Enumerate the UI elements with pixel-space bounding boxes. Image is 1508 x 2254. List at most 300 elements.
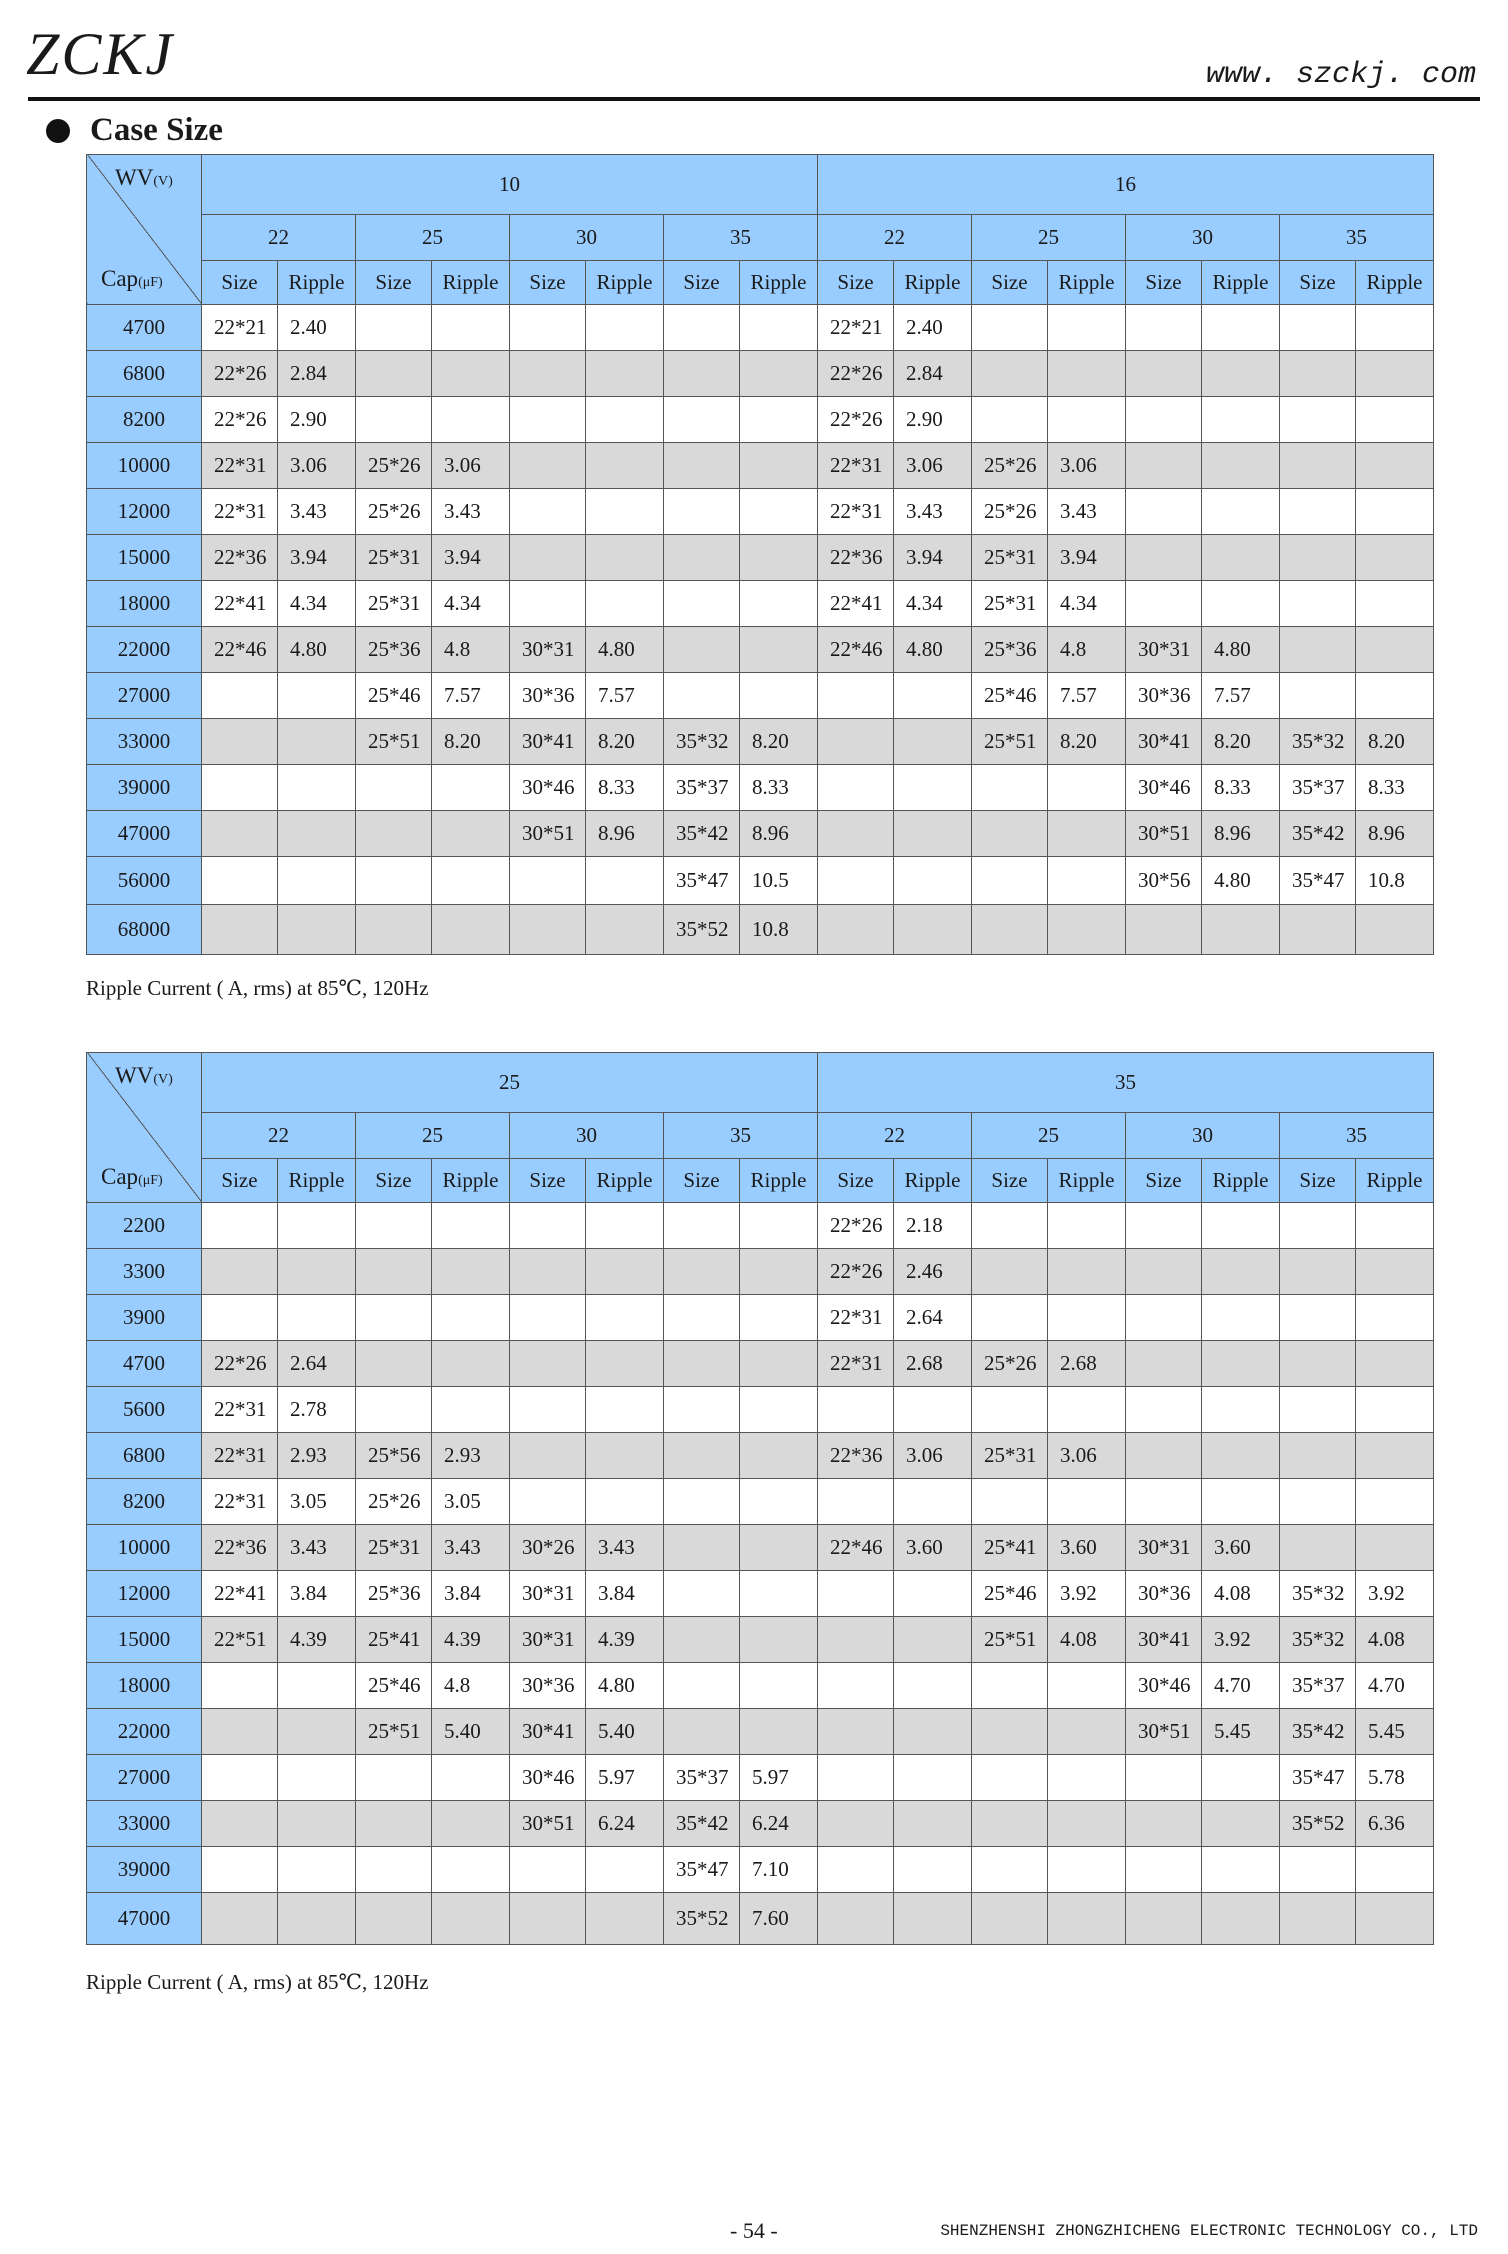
ripple-cell bbox=[740, 1387, 818, 1433]
size-cell bbox=[664, 581, 740, 627]
ripple-cell bbox=[1048, 811, 1126, 857]
ripple-cell bbox=[1202, 1341, 1280, 1387]
ripple-cell bbox=[740, 489, 818, 535]
ripple-header: Ripple bbox=[894, 261, 972, 305]
ripple-header: Ripple bbox=[740, 1159, 818, 1203]
capacitance-cell: 15000 bbox=[87, 1617, 202, 1663]
size-cell bbox=[818, 1479, 894, 1525]
ripple-cell bbox=[278, 1663, 356, 1709]
size-cell bbox=[202, 1847, 278, 1893]
size-cell bbox=[972, 1755, 1048, 1801]
size-cell: 22*31 bbox=[818, 1341, 894, 1387]
ripple-cell: 4.34 bbox=[432, 581, 510, 627]
size-cell bbox=[202, 1709, 278, 1755]
ripple-cell bbox=[1048, 1387, 1126, 1433]
table-row bbox=[87, 765, 1434, 811]
ripple-header: Ripple bbox=[1202, 261, 1280, 305]
table-row bbox=[87, 905, 1434, 955]
ripple-cell: 2.40 bbox=[278, 305, 356, 351]
ripple-cell: 3.43 bbox=[278, 1525, 356, 1571]
size-cell: 30*41 bbox=[510, 1709, 586, 1755]
capacitance-cell: 15000 bbox=[87, 535, 202, 581]
ripple-cell bbox=[278, 857, 356, 905]
brand-logo: ZCKJ bbox=[26, 21, 175, 87]
table-row bbox=[87, 581, 1434, 627]
size-cell bbox=[356, 811, 432, 857]
ripple-cell bbox=[894, 905, 972, 955]
ripple-cell: 3.84 bbox=[278, 1571, 356, 1617]
table-row bbox=[87, 351, 1434, 397]
ripple-cell: 3.43 bbox=[1048, 489, 1126, 535]
size-cell: 22*31 bbox=[202, 1433, 278, 1479]
size-cell bbox=[356, 1893, 432, 1945]
capacitance-cell: 6800 bbox=[87, 1433, 202, 1479]
page-number: - 54 - bbox=[730, 2218, 778, 2243]
capacitance-cell: 2200 bbox=[87, 1203, 202, 1249]
size-cell: 25*26 bbox=[356, 489, 432, 535]
size-cell: 35*37 bbox=[664, 1755, 740, 1801]
size-cell: 30*51 bbox=[1126, 811, 1202, 857]
size-cell bbox=[1126, 535, 1202, 581]
size-cell: 25*41 bbox=[356, 1617, 432, 1663]
size-cell: 30*31 bbox=[1126, 1525, 1202, 1571]
ripple-cell: 5.45 bbox=[1202, 1709, 1280, 1755]
size-cell: 22*21 bbox=[818, 305, 894, 351]
ripple-cell bbox=[1356, 351, 1434, 397]
size-cell bbox=[664, 1617, 740, 1663]
ripple-cell bbox=[1202, 1433, 1280, 1479]
size-cell: 25*31 bbox=[972, 535, 1048, 581]
size-cell: 25*31 bbox=[972, 581, 1048, 627]
ripple-cell: 2.93 bbox=[432, 1433, 510, 1479]
ripple-cell bbox=[740, 1341, 818, 1387]
size-cell bbox=[1280, 351, 1356, 397]
ripple-cell: 3.05 bbox=[432, 1479, 510, 1525]
ripple-header: Ripple bbox=[1202, 1159, 1280, 1203]
ripple-header: Ripple bbox=[432, 261, 510, 305]
ripple-cell bbox=[740, 1571, 818, 1617]
ripple-cell: 2.78 bbox=[278, 1387, 356, 1433]
table-row bbox=[87, 1525, 1434, 1571]
table-row bbox=[87, 1709, 1434, 1755]
size-cell: 25*26 bbox=[972, 443, 1048, 489]
ripple-cell bbox=[1048, 1893, 1126, 1945]
size-cell: 35*52 bbox=[664, 905, 740, 955]
ripple-cell: 6.36 bbox=[1356, 1801, 1434, 1847]
case-size-table bbox=[86, 154, 1434, 955]
capacitance-cell: 27000 bbox=[87, 1755, 202, 1801]
size-cell: 22*26 bbox=[818, 1203, 894, 1249]
ripple-cell bbox=[586, 1295, 664, 1341]
size-cell: 25*51 bbox=[356, 1709, 432, 1755]
diameter-header: 35 bbox=[664, 215, 818, 261]
ripple-cell bbox=[432, 1341, 510, 1387]
size-cell: 25*41 bbox=[972, 1525, 1048, 1571]
size-header: Size bbox=[356, 1159, 432, 1203]
ripple-cell bbox=[1202, 351, 1280, 397]
size-cell: 25*26 bbox=[972, 1341, 1048, 1387]
ripple-header: Ripple bbox=[278, 261, 356, 305]
ripple-cell bbox=[1356, 1479, 1434, 1525]
cap-text: Cap bbox=[101, 266, 139, 291]
size-cell: 22*31 bbox=[818, 489, 894, 535]
size-cell bbox=[664, 627, 740, 673]
size-cell bbox=[1126, 489, 1202, 535]
size-cell: 25*36 bbox=[356, 1571, 432, 1617]
diameter-header-row bbox=[87, 1113, 1434, 1159]
size-cell: 35*47 bbox=[1280, 1755, 1356, 1801]
table-row bbox=[87, 1847, 1434, 1893]
ripple-cell: 3.43 bbox=[432, 489, 510, 535]
ripple-header: Ripple bbox=[278, 1159, 356, 1203]
table-row bbox=[87, 489, 1434, 535]
size-cell bbox=[664, 673, 740, 719]
size-cell bbox=[664, 1249, 740, 1295]
ripple-cell bbox=[1356, 1525, 1434, 1571]
ripple-cell bbox=[740, 535, 818, 581]
diameter-header: 35 bbox=[1280, 1113, 1434, 1159]
size-cell bbox=[356, 1341, 432, 1387]
ripple-cell bbox=[586, 857, 664, 905]
ripple-cell: 4.70 bbox=[1356, 1663, 1434, 1709]
ripple-cell: 3.06 bbox=[1048, 443, 1126, 489]
ripple-cell bbox=[432, 1847, 510, 1893]
ripple-cell: 3.84 bbox=[432, 1571, 510, 1617]
size-cell bbox=[664, 535, 740, 581]
ripple-cell bbox=[894, 765, 972, 811]
wv-label bbox=[115, 1063, 173, 1089]
size-cell bbox=[664, 1525, 740, 1571]
capacitance-cell: 18000 bbox=[87, 581, 202, 627]
ripple-cell bbox=[1202, 1847, 1280, 1893]
ripple-cell: 3.84 bbox=[586, 1571, 664, 1617]
size-cell: 30*41 bbox=[1126, 1617, 1202, 1663]
size-cell bbox=[972, 765, 1048, 811]
size-cell bbox=[356, 1387, 432, 1433]
ripple-cell bbox=[278, 1847, 356, 1893]
size-cell: 25*31 bbox=[356, 1525, 432, 1571]
size-cell: 30*31 bbox=[510, 1617, 586, 1663]
size-cell: 22*36 bbox=[818, 535, 894, 581]
size-cell bbox=[1126, 1341, 1202, 1387]
size-cell bbox=[972, 1479, 1048, 1525]
ripple-cell: 4.34 bbox=[278, 581, 356, 627]
table-row bbox=[87, 1203, 1434, 1249]
size-cell bbox=[510, 305, 586, 351]
size-cell bbox=[972, 351, 1048, 397]
diameter-header: 35 bbox=[1280, 215, 1434, 261]
size-cell bbox=[1126, 1755, 1202, 1801]
size-header: Size bbox=[1280, 261, 1356, 305]
section-heading bbox=[46, 112, 223, 149]
wv-label bbox=[115, 165, 173, 191]
ripple-cell bbox=[740, 1249, 818, 1295]
ripple-cell: 3.94 bbox=[1048, 535, 1126, 581]
voltage-header-row bbox=[87, 155, 1434, 215]
size-cell: 30*41 bbox=[1126, 719, 1202, 765]
ripple-cell bbox=[1356, 535, 1434, 581]
ripple-cell bbox=[740, 581, 818, 627]
voltage-header: 35 bbox=[818, 1053, 1434, 1113]
table-row bbox=[87, 1893, 1434, 1945]
size-cell bbox=[664, 1479, 740, 1525]
diameter-header: 30 bbox=[510, 215, 664, 261]
ripple-cell: 4.8 bbox=[432, 627, 510, 673]
ripple-cell bbox=[1356, 489, 1434, 535]
size-header: Size bbox=[1126, 1159, 1202, 1203]
ripple-cell: 8.20 bbox=[1356, 719, 1434, 765]
size-cell bbox=[510, 1433, 586, 1479]
ripple-cell: 8.96 bbox=[740, 811, 818, 857]
ripple-cell: 2.18 bbox=[894, 1203, 972, 1249]
table-row bbox=[87, 535, 1434, 581]
size-cell: 35*32 bbox=[1280, 719, 1356, 765]
size-cell bbox=[510, 351, 586, 397]
size-cell: 25*36 bbox=[356, 627, 432, 673]
ripple-cell bbox=[1202, 1893, 1280, 1945]
size-cell bbox=[510, 1203, 586, 1249]
capacitance-cell: 3300 bbox=[87, 1249, 202, 1295]
size-cell bbox=[1280, 397, 1356, 443]
ripple-cell bbox=[432, 1387, 510, 1433]
size-cell: 30*51 bbox=[510, 811, 586, 857]
size-cell bbox=[510, 397, 586, 443]
ripple-cell bbox=[432, 1801, 510, 1847]
ripple-cell: 4.39 bbox=[432, 1617, 510, 1663]
ripple-cell bbox=[740, 627, 818, 673]
size-cell bbox=[818, 1617, 894, 1663]
size-cell bbox=[664, 1571, 740, 1617]
size-header: Size bbox=[510, 1159, 586, 1203]
cap-unit: (μF) bbox=[138, 275, 163, 290]
table-row bbox=[87, 627, 1434, 673]
ripple-cell bbox=[1356, 397, 1434, 443]
ripple-cell: 2.68 bbox=[894, 1341, 972, 1387]
ripple-cell bbox=[740, 1617, 818, 1663]
ripple-cell: 5.78 bbox=[1356, 1755, 1434, 1801]
size-cell bbox=[356, 1295, 432, 1341]
size-cell bbox=[1126, 581, 1202, 627]
ripple-cell bbox=[1356, 1203, 1434, 1249]
size-cell bbox=[202, 1295, 278, 1341]
ripple-cell bbox=[432, 1755, 510, 1801]
ripple-cell: 5.97 bbox=[586, 1755, 664, 1801]
ripple-cell: 3.94 bbox=[278, 535, 356, 581]
ripple-cell bbox=[740, 1433, 818, 1479]
size-cell bbox=[664, 351, 740, 397]
ripple-cell bbox=[586, 535, 664, 581]
ripple-cell bbox=[432, 1295, 510, 1341]
table-row bbox=[87, 1755, 1434, 1801]
size-cell bbox=[1126, 1295, 1202, 1341]
corner-header bbox=[87, 1053, 202, 1203]
size-cell: 22*31 bbox=[818, 443, 894, 489]
size-cell: 30*51 bbox=[1126, 1709, 1202, 1755]
size-cell bbox=[1126, 443, 1202, 489]
diameter-header-row bbox=[87, 215, 1434, 261]
ripple-cell: 8.33 bbox=[1356, 765, 1434, 811]
ripple-cell: 8.20 bbox=[1048, 719, 1126, 765]
diameter-header: 30 bbox=[1126, 215, 1280, 261]
size-cell bbox=[1126, 1249, 1202, 1295]
capacitance-cell: 68000 bbox=[87, 905, 202, 955]
ripple-cell: 3.92 bbox=[1356, 1571, 1434, 1617]
size-cell: 25*31 bbox=[972, 1433, 1048, 1479]
size-cell bbox=[1280, 1525, 1356, 1571]
ripple-cell: 2.46 bbox=[894, 1249, 972, 1295]
size-cell bbox=[664, 1709, 740, 1755]
ripple-cell: 3.43 bbox=[278, 489, 356, 535]
size-cell bbox=[202, 811, 278, 857]
ripple-cell bbox=[1202, 535, 1280, 581]
ripple-cell bbox=[894, 1893, 972, 1945]
ripple-cell bbox=[1202, 905, 1280, 955]
size-cell: 30*41 bbox=[510, 719, 586, 765]
size-cell bbox=[1280, 905, 1356, 955]
capacitance-cell: 3900 bbox=[87, 1295, 202, 1341]
size-cell bbox=[664, 305, 740, 351]
ripple-cell bbox=[740, 397, 818, 443]
ripple-cell bbox=[1356, 443, 1434, 489]
size-cell: 35*42 bbox=[664, 811, 740, 857]
ripple-cell: 7.57 bbox=[1202, 673, 1280, 719]
diameter-header: 22 bbox=[202, 1113, 356, 1159]
ripple-cell bbox=[1202, 1801, 1280, 1847]
size-cell bbox=[202, 1249, 278, 1295]
capacitance-cell: 18000 bbox=[87, 1663, 202, 1709]
size-cell: 35*52 bbox=[664, 1893, 740, 1945]
size-cell bbox=[972, 305, 1048, 351]
capacitance-cell: 47000 bbox=[87, 1893, 202, 1945]
ripple-cell: 2.93 bbox=[278, 1433, 356, 1479]
size-cell bbox=[510, 1341, 586, 1387]
size-cell bbox=[1126, 351, 1202, 397]
capacitance-cell: 8200 bbox=[87, 397, 202, 443]
size-cell bbox=[664, 1387, 740, 1433]
ripple-header: Ripple bbox=[740, 261, 818, 305]
ripple-cell: 3.94 bbox=[894, 535, 972, 581]
ripple-cell bbox=[1356, 1893, 1434, 1945]
diameter-header: 25 bbox=[356, 1113, 510, 1159]
size-cell bbox=[1280, 1341, 1356, 1387]
ripple-cell bbox=[1356, 1433, 1434, 1479]
ripple-cell: 2.84 bbox=[278, 351, 356, 397]
size-cell bbox=[510, 1847, 586, 1893]
ripple-cell bbox=[1356, 1387, 1434, 1433]
ripple-cell: 3.92 bbox=[1048, 1571, 1126, 1617]
ripple-cell bbox=[1048, 1203, 1126, 1249]
header-rule bbox=[28, 97, 1480, 101]
size-cell: 22*26 bbox=[202, 1341, 278, 1387]
ripple-cell: 7.60 bbox=[740, 1893, 818, 1945]
ripple-cell: 8.20 bbox=[432, 719, 510, 765]
ripple-cell: 10.5 bbox=[740, 857, 818, 905]
size-cell bbox=[1126, 905, 1202, 955]
ripple-cell: 3.43 bbox=[432, 1525, 510, 1571]
size-cell: 25*31 bbox=[356, 581, 432, 627]
capacitance-cell: 12000 bbox=[87, 1571, 202, 1617]
diameter-header: 22 bbox=[818, 1113, 972, 1159]
size-cell bbox=[818, 905, 894, 955]
capacitance-cell: 27000 bbox=[87, 673, 202, 719]
size-cell: 25*46 bbox=[356, 673, 432, 719]
ripple-cell bbox=[1048, 397, 1126, 443]
size-cell: 22*46 bbox=[818, 627, 894, 673]
bullet-icon bbox=[46, 119, 70, 143]
ripple-cell bbox=[586, 1387, 664, 1433]
ripple-cell: 4.80 bbox=[1202, 857, 1280, 905]
ripple-cell bbox=[1356, 627, 1434, 673]
ripple-header: Ripple bbox=[586, 261, 664, 305]
ripple-cell bbox=[1048, 1295, 1126, 1341]
ripple-cell bbox=[894, 1479, 972, 1525]
size-cell bbox=[1280, 1249, 1356, 1295]
ripple-cell bbox=[1048, 1663, 1126, 1709]
size-cell bbox=[1126, 305, 1202, 351]
size-header: Size bbox=[356, 261, 432, 305]
size-cell bbox=[818, 1387, 894, 1433]
table-row bbox=[87, 719, 1434, 765]
ripple-header: Ripple bbox=[586, 1159, 664, 1203]
size-cell bbox=[818, 1893, 894, 1945]
wv-unit: (V) bbox=[153, 174, 173, 189]
size-cell bbox=[510, 1893, 586, 1945]
ripple-cell bbox=[740, 673, 818, 719]
ripple-cell bbox=[586, 1847, 664, 1893]
size-cell bbox=[972, 1203, 1048, 1249]
ripple-cell: 7.10 bbox=[740, 1847, 818, 1893]
ripple-cell bbox=[432, 397, 510, 443]
ripple-cell: 5.40 bbox=[586, 1709, 664, 1755]
size-header: Size bbox=[972, 1159, 1048, 1203]
ripple-cell: 4.80 bbox=[1202, 627, 1280, 673]
size-cell: 35*42 bbox=[1280, 1709, 1356, 1755]
ripple-cell bbox=[278, 765, 356, 811]
capacitance-cell: 39000 bbox=[87, 1847, 202, 1893]
size-header: Size bbox=[202, 261, 278, 305]
ripple-cell: 4.80 bbox=[586, 1663, 664, 1709]
size-cell bbox=[1280, 1203, 1356, 1249]
size-cell bbox=[1280, 305, 1356, 351]
ripple-cell: 8.33 bbox=[1202, 765, 1280, 811]
ripple-cell bbox=[894, 673, 972, 719]
size-cell: 30*26 bbox=[510, 1525, 586, 1571]
size-cell bbox=[1280, 1387, 1356, 1433]
ripple-cell: 2.68 bbox=[1048, 1341, 1126, 1387]
ripple-cell: 4.08 bbox=[1356, 1617, 1434, 1663]
ripple-cell bbox=[432, 857, 510, 905]
size-cell bbox=[972, 857, 1048, 905]
capacitance-cell: 22000 bbox=[87, 627, 202, 673]
ripple-cell: 3.05 bbox=[278, 1479, 356, 1525]
size-cell: 35*37 bbox=[1280, 765, 1356, 811]
size-cell bbox=[972, 397, 1048, 443]
ripple-cell: 3.60 bbox=[894, 1525, 972, 1571]
ripple-cell bbox=[432, 1893, 510, 1945]
size-cell: 22*31 bbox=[202, 443, 278, 489]
table-row bbox=[87, 811, 1434, 857]
size-cell: 30*46 bbox=[510, 765, 586, 811]
cap-label bbox=[101, 1164, 163, 1190]
size-cell: 35*32 bbox=[664, 719, 740, 765]
ripple-cell bbox=[586, 905, 664, 955]
size-header: Size bbox=[664, 261, 740, 305]
size-cell bbox=[356, 1203, 432, 1249]
ripple-cell: 2.84 bbox=[894, 351, 972, 397]
ripple-cell bbox=[278, 905, 356, 955]
ripple-cell bbox=[432, 1203, 510, 1249]
ripple-cell: 2.40 bbox=[894, 305, 972, 351]
